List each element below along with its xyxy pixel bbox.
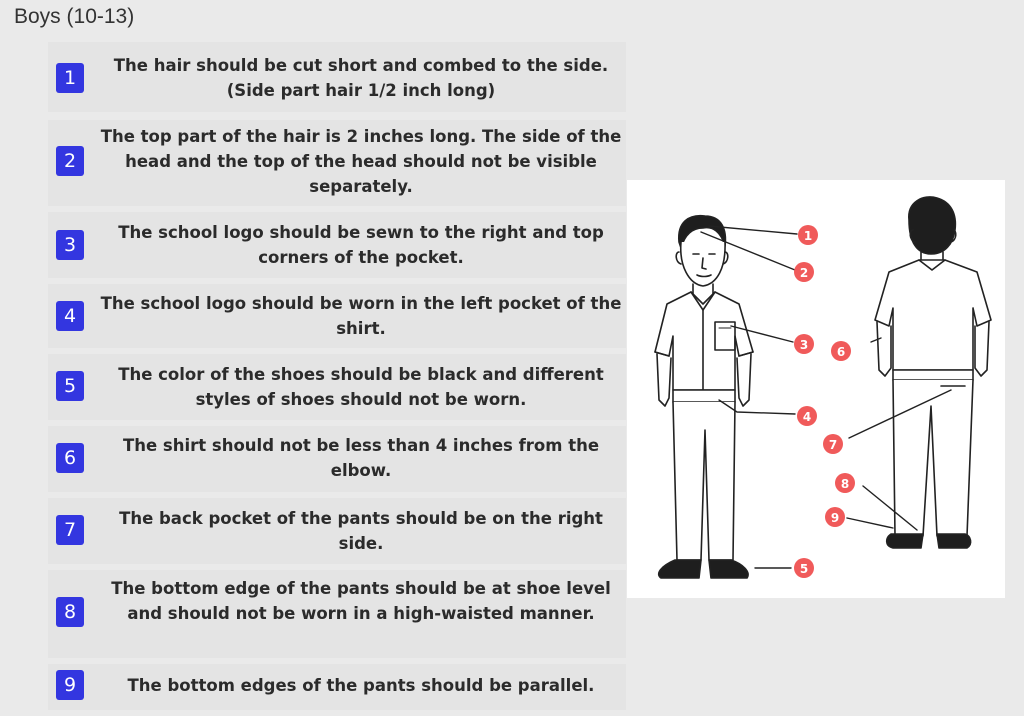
rule-number-badge: 7 [56, 515, 84, 545]
rule-text: The bottom edges of the pants should be parallel. [127, 676, 595, 695]
callout-6 [831, 341, 851, 361]
rule-item-3 [48, 212, 626, 278]
callout-9 [825, 507, 845, 527]
uniform-illustration [627, 180, 1005, 598]
front-figure [655, 216, 753, 578]
rule-number-badge: 3 [56, 230, 84, 260]
callout-label: 6 [836, 345, 846, 359]
callout-7 [823, 434, 843, 454]
rule-text: The shirt should not be less than 4 inches from the elbow. [122, 436, 600, 480]
rule-number-badge: 1 [56, 63, 84, 93]
callout-label: 5 [799, 562, 809, 576]
rule-number-badge: 9 [56, 670, 84, 700]
back-figure [875, 197, 991, 548]
callout-label: 4 [802, 410, 812, 424]
callout-5 [794, 558, 814, 578]
page-title: Boys (10-13) [14, 5, 135, 28]
rule-text: The color of the shoes should be black and different styles of shoes should not be worn. [118, 365, 604, 409]
callout-markers [794, 225, 855, 578]
rule-text: The school logo should be sewn to the right and top corners of the pocket. [118, 223, 604, 267]
callout-label: 1 [803, 229, 813, 243]
rule-number-badge: 2 [56, 146, 84, 176]
rule-text: The top part of the hair is 2 inches long. The side of the head and the top of the head should not be visible separately. [100, 127, 622, 196]
rule-text: The back pocket of the pants should be on the right side. [119, 509, 603, 553]
callout-1 [798, 225, 818, 245]
uniform-figure-svg [627, 180, 1005, 598]
rule-item-8 [48, 570, 626, 658]
rule-item-5 [48, 354, 626, 420]
rule-number-badge: 4 [56, 301, 84, 331]
rule-number-badge: 8 [56, 597, 84, 627]
callout-4 [797, 406, 817, 426]
rule-item-9 [48, 664, 626, 710]
rule-number-badge: 5 [56, 371, 84, 401]
callout-label: 3 [799, 338, 809, 352]
rule-text: The hair should be cut short and combed to the side. (Side part hair 1/2 inch long) [113, 56, 609, 100]
rule-number-badge: 6 [56, 443, 84, 473]
rule-text: The bottom edge of the pants should be at shoe level and should not be worn in a high-waisted manner. [111, 579, 611, 623]
callout-label: 2 [799, 266, 809, 280]
callout-label: 9 [830, 511, 840, 525]
callout-3 [794, 334, 814, 354]
rule-item-1 [48, 42, 626, 112]
rule-item-4 [48, 284, 626, 348]
callout-8 [835, 473, 855, 493]
rule-item-2 [48, 120, 626, 206]
rule-item-7 [48, 498, 626, 564]
callout-label: 7 [828, 438, 838, 452]
rule-item-6 [48, 426, 626, 492]
callout-label: 8 [840, 477, 850, 491]
rule-text: The school logo should be worn in the left pocket of the shirt. [100, 294, 622, 338]
callout-2 [794, 262, 814, 282]
